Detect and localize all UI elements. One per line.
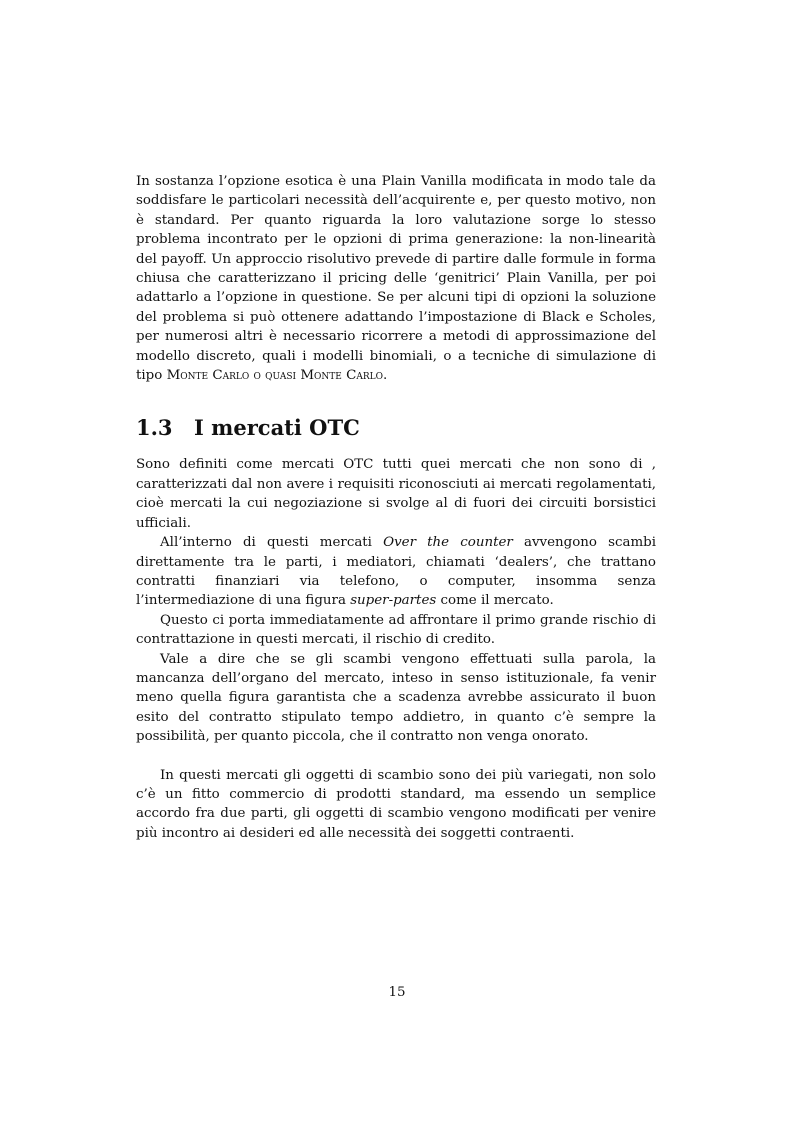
paragraph-credit-risk: Questo ci porta immediatamente ad affrontare il primo grande rischio di contrattazione in questi mercati, il rischio di credito. xyxy=(136,612,656,648)
intro-text: In sostanza l’opzione esotica è una Plain Vanilla modificata in modo tale da soddisfare le particolari necessità dell’acquirente e, per questo motivo, non è standard. Per quanto riguarda la loro valutazione sorge lo stesso problema incontrato per le opzioni di prima generazione: la non-linearità del payoff. Un approccio risolutivo prevede di partire dalle formule in forma chiusa che caratterizzano il pricing delle ‘genitrici’ Plain Vanilla, per poi adattarlo a l’opzione in questione. Se per alcuni tipi di opzioni la soluzione del problema si può ottenere adattando l’impostazione di Black e Scholes, per numerosi altri è necessario ricorrere a metodi di approssimazione del modello discreto, quali i modelli binomiali, o a tecniche di simulazione di tipo xyxy=(136,174,656,384)
italic-over-the-counter: Over the counter xyxy=(383,535,513,551)
monte-carlo-term-2: Monte Carlo xyxy=(300,368,383,384)
paragraph-otc-definition: Sono definiti come mercati OTC tutti quei mercati che non sono di , caratterizzati dal non avere i requisiti riconosciuti ai mercati regolamentati, cioè mercati la cui negoziazione si svolge al di fuori dei circuiti borsistici ufficiali. xyxy=(136,457,656,531)
o-quasi-term: o quasi xyxy=(253,368,297,384)
italic-super-partes: super-partes xyxy=(350,593,437,609)
intro-paragraph: In sostanza l’opzione esotica è una Plain Vanilla modificata in modo tale da soddisfare le particolari necessità dell’acquirente e, per questo motivo, non è standard. Per quanto riguarda la loro valutazione sorge lo stesso problema incontrato per le opzioni di prima generazione: la non-linearità del payoff. Un approccio risolutivo prevede di partire dalle formule in forma chiusa che caratterizzano il pricing delle ‘genitrici’ Plain Vanilla, per poi adattarlo a l’opzione in questione. Se per alcuni tipi di opzioni la soluzione del problema si può ottenere adattando l’impostazione di Black e Scholes, per numerosi altri è necessario ricorrere a metodi di approssimazione del modello discreto, quali i modelli binomiali, o a tecniche di simulazione di tipo Monte Carlo o quasi Monte Carlo. xyxy=(136,174,656,384)
monte-carlo-term: Monte Carlo xyxy=(166,368,250,384)
page-number: 15 xyxy=(388,985,406,1000)
paragraph-guarantor: Vale a dire che se gli scambi vengono effettuati sulla parola, la mancanza dell’organo del mercato, inteso in senso istituzionale, fa venir meno quella figura garantista che a scadenza avrebbe assicurato il buon esito del contratto stipulato tempo addietro, in quanto c’è sempre la possibilità, per quanto piccola, che il contratto non venga onorato. xyxy=(136,651,656,745)
section-title: I mercati OTC xyxy=(194,415,360,441)
paragraph-exchange-objects: In questi mercati gli oggetti di scambio sono dei più variegati, non solo c’è un fitto commercio di prodotti standard, ma essendo un semplice accordo fra due parti, gli oggetti di scambio vengono modificati per venire più incontro ai desideri ed alle necessità dei soggetti contraenti. xyxy=(136,767,656,841)
page-body xyxy=(136,172,656,843)
section-number: 1.3 xyxy=(136,415,173,441)
paragraph-dealers: All’interno di questi mercati Over the counter avvengono scambi direttamente tra le parti, i mediatori, chiamati ‘dealers’, che trattano contratti finanziari via telefono, o computer, insomma senza l’intermediazione di una figura super-partes come il mercato. xyxy=(136,535,657,609)
section-heading xyxy=(136,415,656,441)
